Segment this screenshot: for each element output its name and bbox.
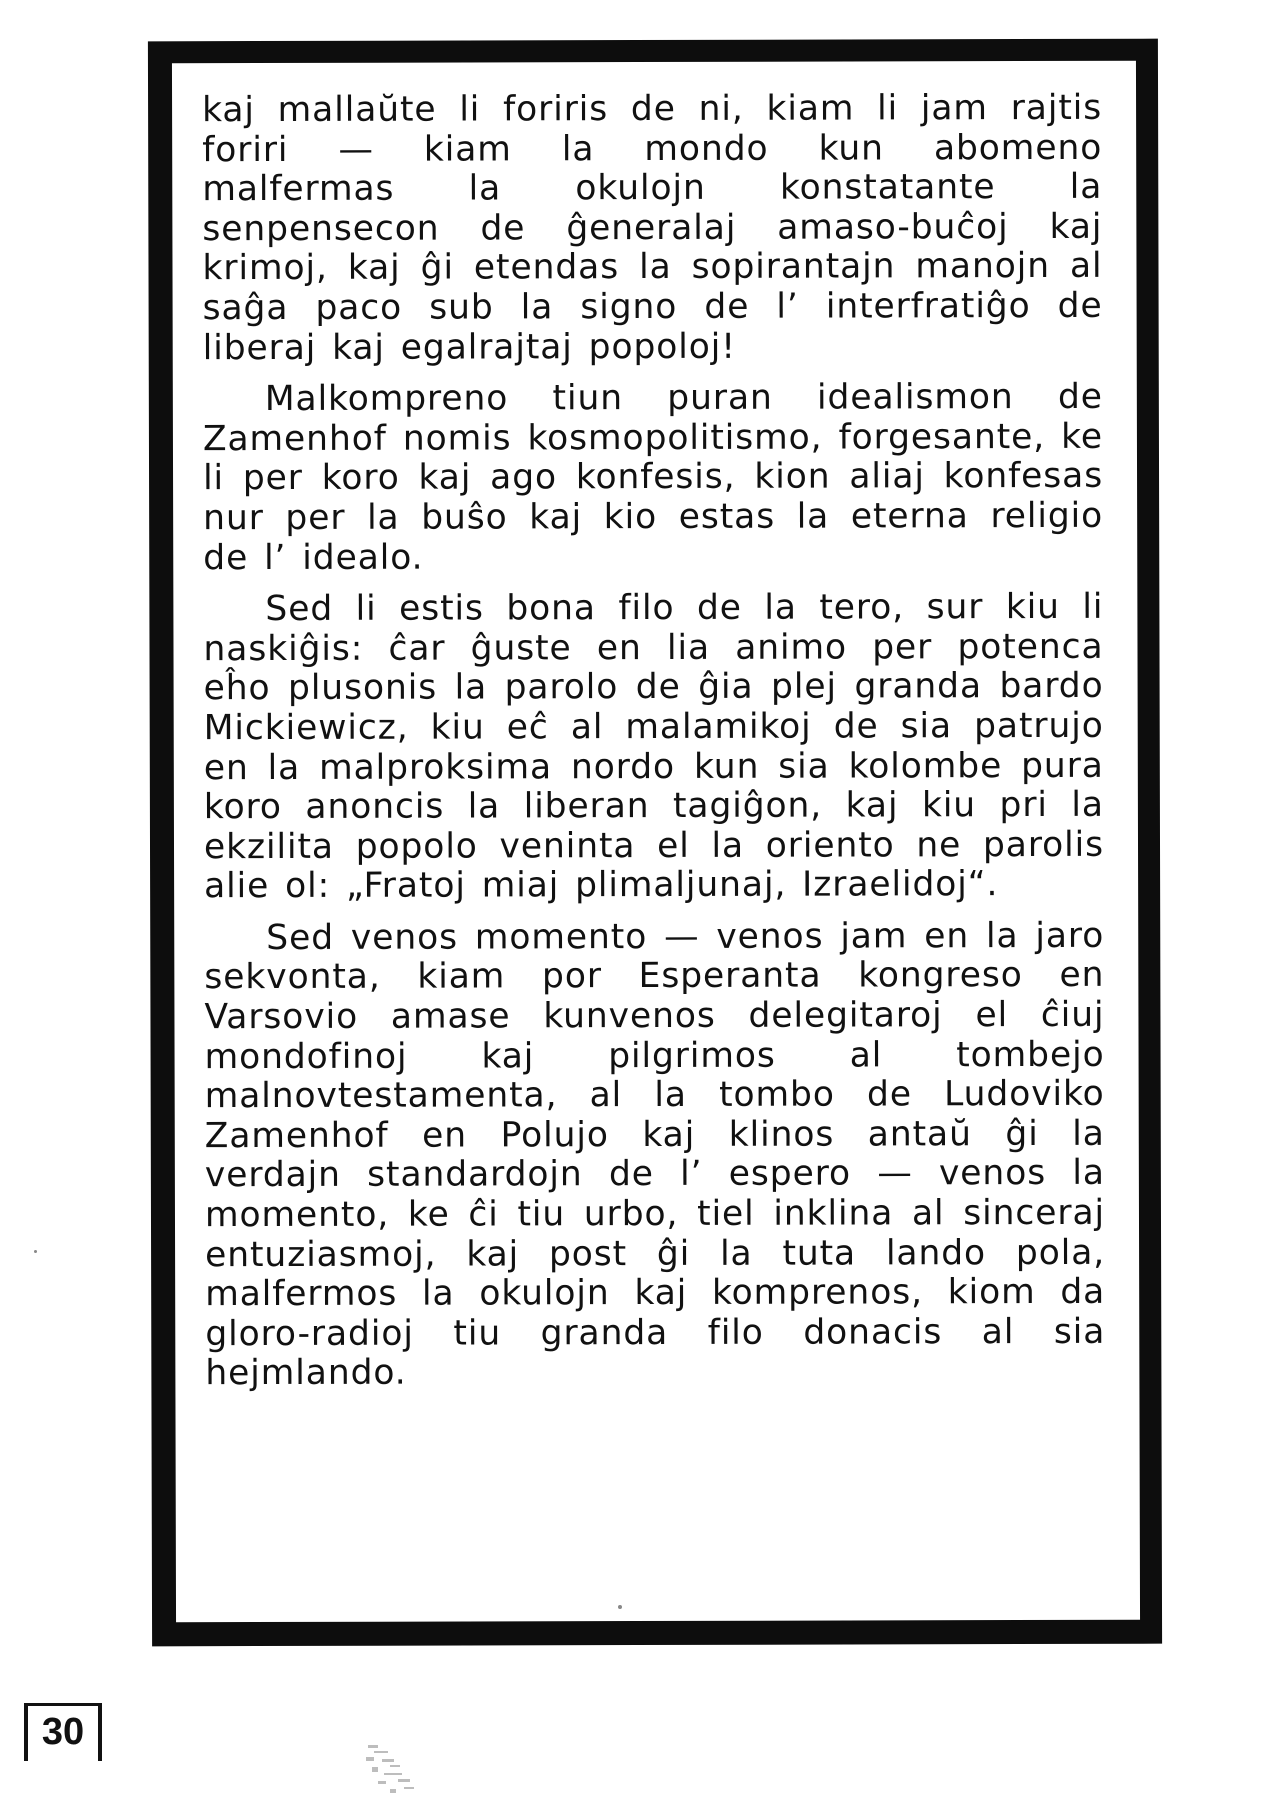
paragraph-3: Sed li estis bona filo de la tero, sur kiu li naskiĝis: ĉar ĝuste en lia animo per potenca eĥo plusonis la parolo de ĝia plej granda bardo Mickiewicz, kiu eĉ al malamikoj de sia patrujo en la malproksima nordo kun sia kolombe pura koro anoncis la liberan tagiĝon, kaj kiu pri la ekzilita popolo veninta el la oriento ne parolis alie ol: „Fratoj miaj plimaljunaj, Izraelidoj“. (203, 586, 1105, 907)
print-speck (34, 1250, 37, 1253)
page-number-top-rule (24, 1703, 102, 1706)
page-number-left-rule (24, 1705, 28, 1761)
page-number-box (20, 1701, 106, 1763)
paragraph-4: Sed venos momento — venos jam en la jaro sekvonta, kiam por Esperanta kongreso en Varsovio amase kunvenos delegitaroj el ĉiuj mondofinoj kaj pilgrimos al tombejo malnovtestamenta, al la tombo de Ludoviko Zamenhof en Polujo kaj klinos antaŭ ĝi la verdajn standardojn de l’ espero — venos la momento, ke ĉi tiu urbo, tiel inklina al sinceraj entuziasmoj, kaj post ĝi la tuta lando pola, malfermos la okulojn kaj komprenos, kiom da gloro-radioj tiu granda filo donacis al sia hejmlando. (204, 915, 1106, 1394)
page-number-right-rule (98, 1705, 102, 1761)
page-number: 30 (41, 1710, 85, 1753)
paragraph-1: kaj mallaŭte li foriris de ni, kiam li jam rajtis foriri — kiam la mondo kun abomeno malfermas la okulojn konstatante la senpensecon de ĝeneralaj amaso-buĉoj kaj krimoj, kaj ĝi etendas la sopirantajn manojn al saĝa paco sub la signo de l’ interfratiĝo de liberaj kaj egalrajtaj popoloj! (202, 87, 1103, 368)
body-text (202, 89, 1106, 1582)
print-smudge (360, 1735, 430, 1805)
text-frame (148, 39, 1162, 1647)
print-speck (618, 1605, 622, 1609)
paragraph-2: Malkompreno tiun puran idealismon de Zamenhof nomis kosmopolitismo, forgesante, ke li per koro kaj ago konfesis, kion aliaj konfesas nur per la buŝo kaj kio estas la eterna religio de l’ idealo. (202, 376, 1104, 578)
